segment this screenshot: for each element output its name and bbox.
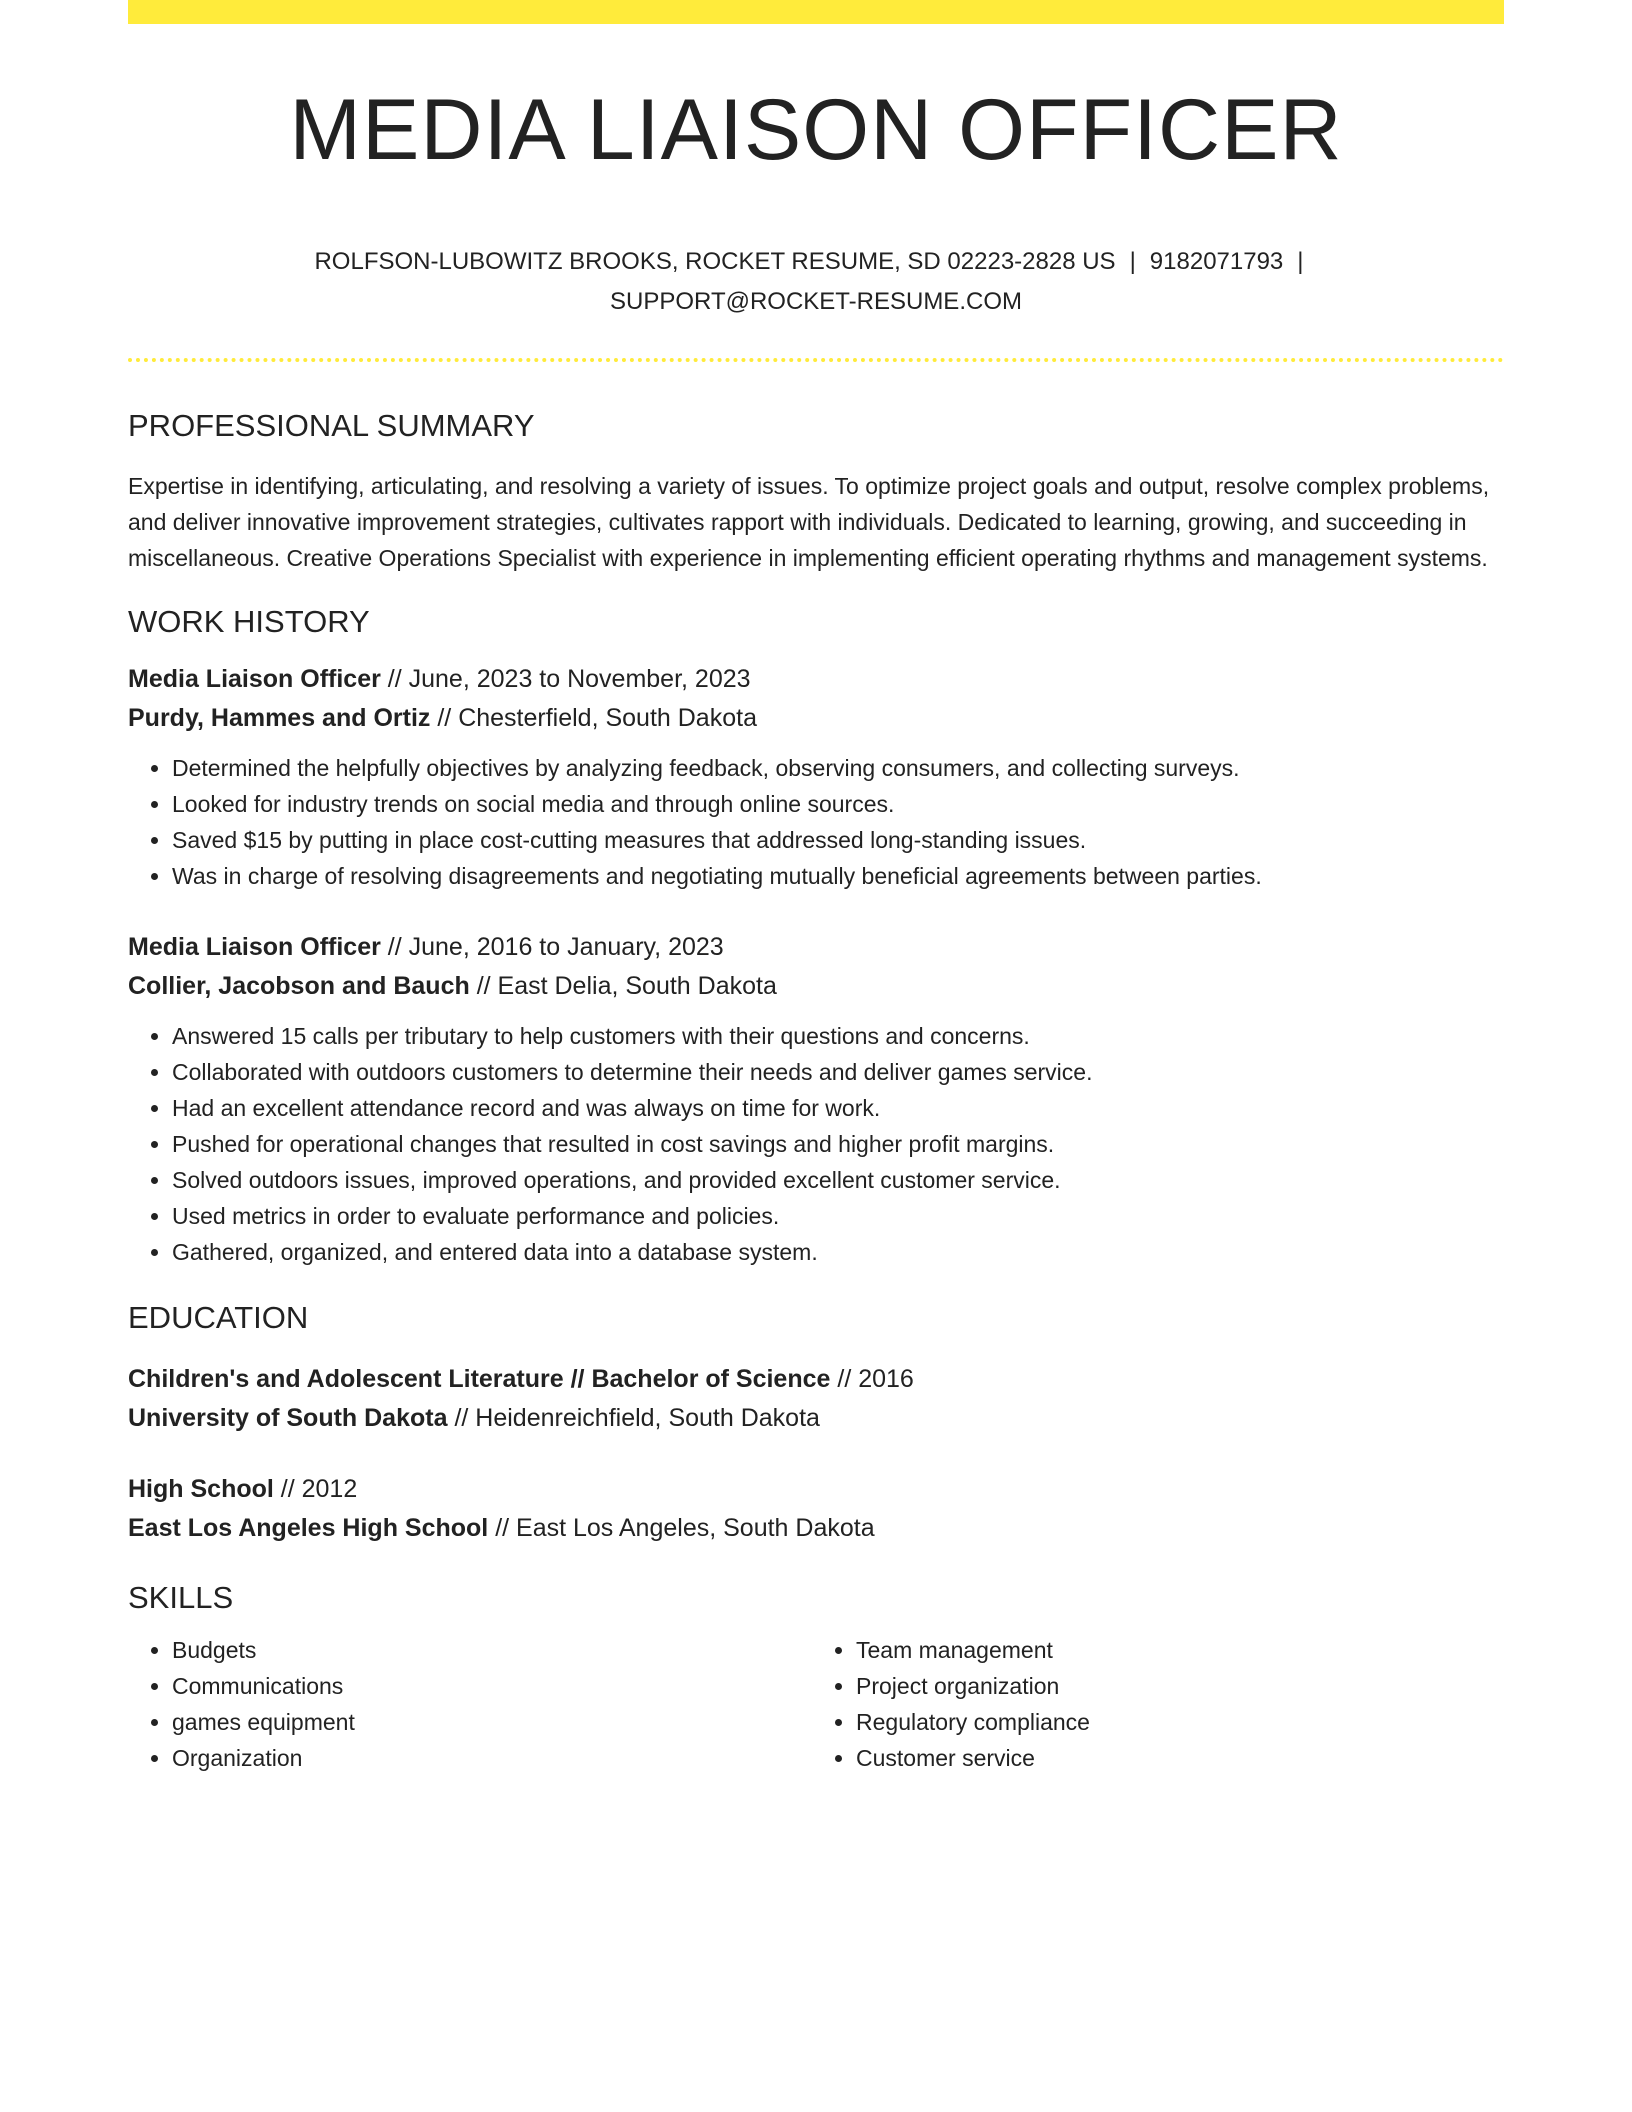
summary-text: Expertise in identifying, articulating, and resolving a variety of issues. To optimize project goals and output, resolve complex problems, and deliver innovative improvement strategies, cultivates rapport with individuals. Dedicated to learning, growing, and succeeding in miscellaneous. Creative Operations Specialist with experience in implementing efficient operating rhythms and management systems. <box>128 473 1490 571</box>
job-bullet: • Had an excellent attendance record and was always on time for work. <box>172 1090 1504 1126</box>
job-bullet: • Determined the helpfully objectives by analyzing feedback, observing consumers, and collecting surveys. <box>172 750 1504 786</box>
contact-separator: | <box>1129 248 1136 275</box>
job-bullet: • Saved $15 by putting in place cost-cutting measures that addressed long-standing issues. <box>172 822 1504 858</box>
job-company-row <box>128 967 1504 1006</box>
job-bullets <box>128 750 1504 894</box>
job-bullet: • Gathered, organized, and entered data into a database system. <box>172 1234 1504 1270</box>
contact-phone: 9182071793 <box>1149 248 1284 275</box>
education-school-row <box>128 1399 1504 1438</box>
job-title: Media Liaison Officer <box>128 933 381 961</box>
job-location: // Chesterfield, South Dakota <box>430 704 757 732</box>
job-bullet: • Answered 15 calls per tributary to help customers with their questions and concerns. <box>172 1018 1504 1054</box>
dotted-divider <box>128 358 1504 362</box>
contact-separator: | <box>1297 248 1304 275</box>
job-location: // East Delia, South Dakota <box>469 972 777 1000</box>
job-title-row <box>128 928 1504 967</box>
contact-email: SUPPORT@ROCKET-RESUME.COM <box>610 288 1022 315</box>
job-bullet: • Collaborated with outdoors customers to determine their needs and deliver games service. <box>172 1054 1504 1090</box>
education-degree-row <box>128 1470 1504 1509</box>
skill-item: • games equipment <box>172 1704 806 1740</box>
education-school: University of South Dakota <box>128 1404 448 1432</box>
job-title: Media Liaison Officer <box>128 665 381 693</box>
skills-grid <box>128 1632 1504 1776</box>
job-company: Purdy, Hammes and Ortiz <box>128 704 431 732</box>
job-entry <box>128 660 1504 894</box>
education-location: // East Los Angeles, South Dakota <box>488 1514 875 1542</box>
job-bullets <box>128 1018 1504 1270</box>
job-dates: // June, 2016 to January, 2023 <box>380 933 724 961</box>
summary-heading: PROFESSIONAL SUMMARY <box>128 408 535 443</box>
job-company-row <box>128 699 1504 738</box>
skills-column-right <box>806 1632 1490 1776</box>
job-dates: // June, 2023 to November, 2023 <box>380 665 751 693</box>
education-school-row <box>128 1509 1504 1548</box>
contact-address: ROLFSON-LUBOWITZ BROOKS, ROCKET RESUME, SD 02223-2828 US <box>314 248 1116 275</box>
education-degree: Children's and Adolescent Literature // Bachelor of Science <box>128 1365 831 1393</box>
job-bullet: • Solved outdoors issues, improved operations, and provided excellent customer service. <box>172 1162 1504 1198</box>
resume-title: MEDIA LIAISON OFFICER <box>289 82 1343 178</box>
contact-info <box>128 242 1504 322</box>
work-history-heading: WORK HISTORY <box>128 604 370 639</box>
education-year: // 2012 <box>273 1475 358 1503</box>
job-title-row <box>128 660 1504 699</box>
skill-item: • Organization <box>172 1740 806 1776</box>
resume-content <box>128 0 1504 1776</box>
education-year: // 2016 <box>830 1365 914 1393</box>
skill-item: • Customer service <box>856 1740 1490 1776</box>
job-entry <box>128 928 1504 1270</box>
job-bullet: • Used metrics in order to evaluate performance and policies. <box>172 1198 1504 1234</box>
skill-item: • Team management <box>856 1632 1490 1668</box>
job-bullet: • Was in charge of resolving disagreements and negotiating mutually beneficial agreements between parties. <box>172 858 1504 894</box>
education-location: // Heidenreichfield, South Dakota <box>447 1404 820 1432</box>
job-bullet: • Pushed for operational changes that resulted in cost savings and higher profit margins. <box>172 1126 1504 1162</box>
skill-item: • Project organization <box>856 1668 1490 1704</box>
skills-heading: SKILLS <box>128 1580 234 1615</box>
skills-column-left <box>128 1632 806 1776</box>
education-entry <box>128 1360 1504 1438</box>
education-school: East Los Angeles High School <box>128 1514 489 1542</box>
job-bullet: • Looked for industry trends on social media and through online sources. <box>172 786 1504 822</box>
skill-item: • Budgets <box>172 1632 806 1668</box>
skill-item: • Communications <box>172 1668 806 1704</box>
education-degree: High School <box>128 1475 274 1503</box>
skill-item: • Regulatory compliance <box>856 1704 1490 1740</box>
job-company: Collier, Jacobson and Bauch <box>128 972 470 1000</box>
education-heading: EDUCATION <box>128 1300 309 1335</box>
education-degree-row <box>128 1360 1504 1399</box>
education-entry <box>128 1470 1504 1548</box>
